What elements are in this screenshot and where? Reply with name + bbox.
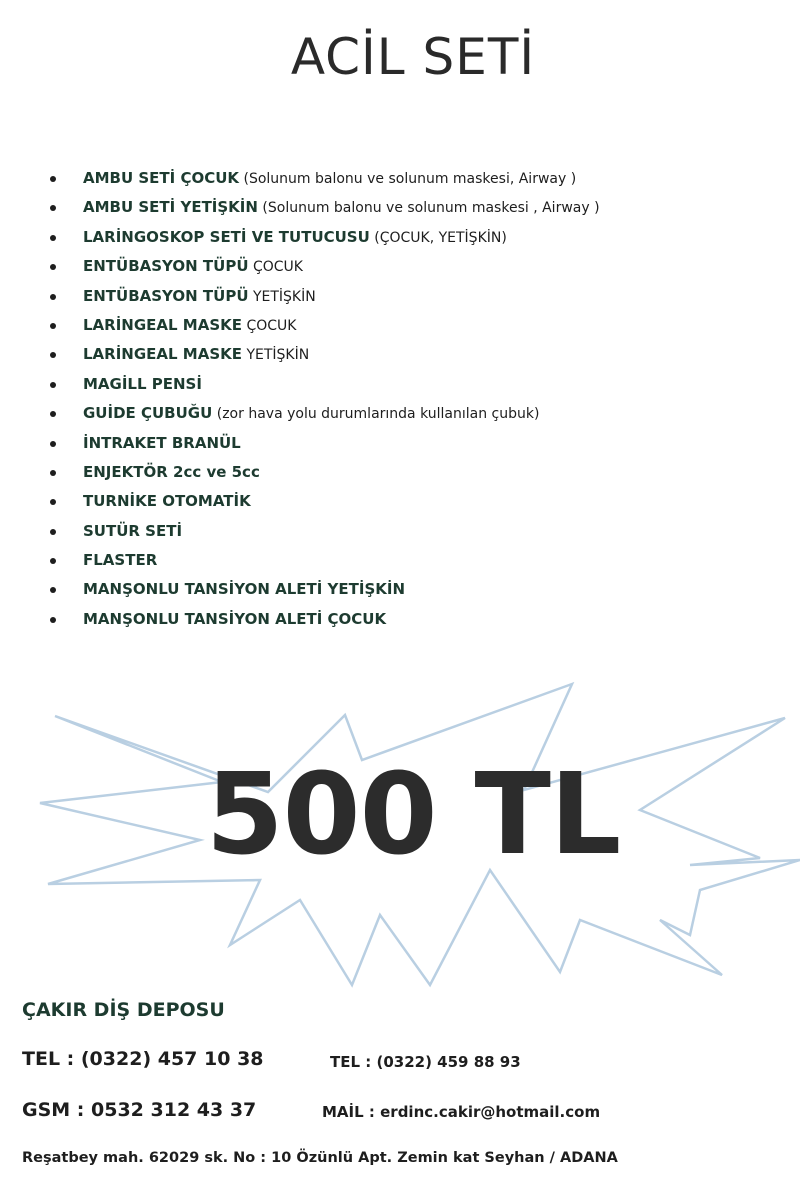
item-note: ÇOCUK <box>248 259 303 276</box>
item-name: ENTÜBASYON TÜPÜ <box>83 257 249 276</box>
bullet-icon <box>50 411 56 417</box>
item-note: (Solunum balonu ve solunum maskesi, Airway ) <box>239 171 577 187</box>
bullet-icon <box>50 382 56 388</box>
bullet-icon <box>50 294 56 300</box>
phone-secondary: TEL : (0322) 459 88 93 <box>330 1053 521 1071</box>
list-item <box>50 282 600 311</box>
list-item <box>50 458 600 487</box>
bullet-icon <box>50 558 56 564</box>
list-item <box>50 193 600 222</box>
bullet-icon <box>50 617 56 623</box>
item-name: GUİDE ÇUBUĞU <box>83 404 213 423</box>
equipment-list <box>50 164 600 634</box>
list-item <box>50 429 600 458</box>
list-item <box>50 311 600 340</box>
bullet-icon <box>50 499 56 505</box>
bullet-icon <box>50 323 56 329</box>
mobile-phone: GSM : 0532 312 43 37 <box>22 1099 257 1121</box>
item-note: (ÇOCUK, YETİŞKİN) <box>369 229 507 246</box>
bullet-icon <box>50 587 56 593</box>
bullet-icon <box>50 529 56 535</box>
list-item <box>50 399 600 428</box>
list-item <box>50 223 600 252</box>
bullet-icon <box>50 176 56 182</box>
bullet-icon <box>50 264 56 270</box>
postal-address: Reşatbey mah. 62029 sk. No : 10 Özünlü Apt. Zemin kat Seyhan / ADANA <box>22 1150 618 1166</box>
item-name: LARİNGEAL MASKE <box>83 345 243 364</box>
item-note: (Solunum balonu ve solunum maskesi , Airway ) <box>257 200 600 217</box>
list-item <box>50 370 600 399</box>
list-item <box>50 340 600 369</box>
list-item <box>50 546 600 575</box>
list-item <box>50 487 600 516</box>
item-name: İNTRAKET BRANÜL <box>83 433 241 452</box>
email-address: MAİL : erdinc.cakir@hotmail.com <box>322 1103 601 1121</box>
item-note: ÇOCUK <box>242 317 297 334</box>
item-note: YETİŞKİN <box>248 288 316 305</box>
item-name: MANŞONLU TANSİYON ALETİ YETİŞKİN <box>83 580 406 599</box>
list-item <box>50 517 600 546</box>
item-name: LARİNGEAL MASKE <box>83 315 243 334</box>
item-name: AMBU SETİ YETİŞKİN <box>83 198 258 217</box>
item-name: LARİNGOSKOP SETİ VE TUTUCUSU <box>83 227 370 246</box>
price-label: 500 TL <box>205 750 621 880</box>
bullet-icon <box>50 470 56 476</box>
company-name: ÇAKIR DİŞ DEPOSU <box>22 999 225 1021</box>
item-name: MAGİLL PENSİ <box>83 374 202 393</box>
page-title: ACİL SETİ <box>290 28 536 86</box>
bullet-icon <box>50 205 56 211</box>
item-name: MANŞONLU TANSİYON ALETİ ÇOCUK <box>83 609 387 628</box>
item-name: ENTÜBASYON TÜPÜ <box>83 286 249 305</box>
item-note: YETİŞKİN <box>242 347 310 364</box>
bullet-icon <box>50 235 56 241</box>
item-name: ENJEKTÖR 2cc ve 5cc <box>83 462 260 481</box>
list-item <box>50 252 600 281</box>
item-note: (zor hava yolu durumlarında kullanılan çubuk) <box>212 406 540 423</box>
item-name: FLASTER <box>83 551 158 570</box>
item-name: TURNİKE OTOMATİK <box>83 492 251 511</box>
bullet-icon <box>50 441 56 447</box>
item-name: SUTÜR SETİ <box>83 521 183 540</box>
list-item <box>50 575 600 604</box>
list-item <box>50 605 600 634</box>
bullet-icon <box>50 352 56 358</box>
list-item <box>50 164 600 193</box>
phone-primary: TEL : (0322) 457 10 38 <box>22 1048 264 1070</box>
item-name: AMBU SETİ ÇOCUK <box>83 169 240 187</box>
